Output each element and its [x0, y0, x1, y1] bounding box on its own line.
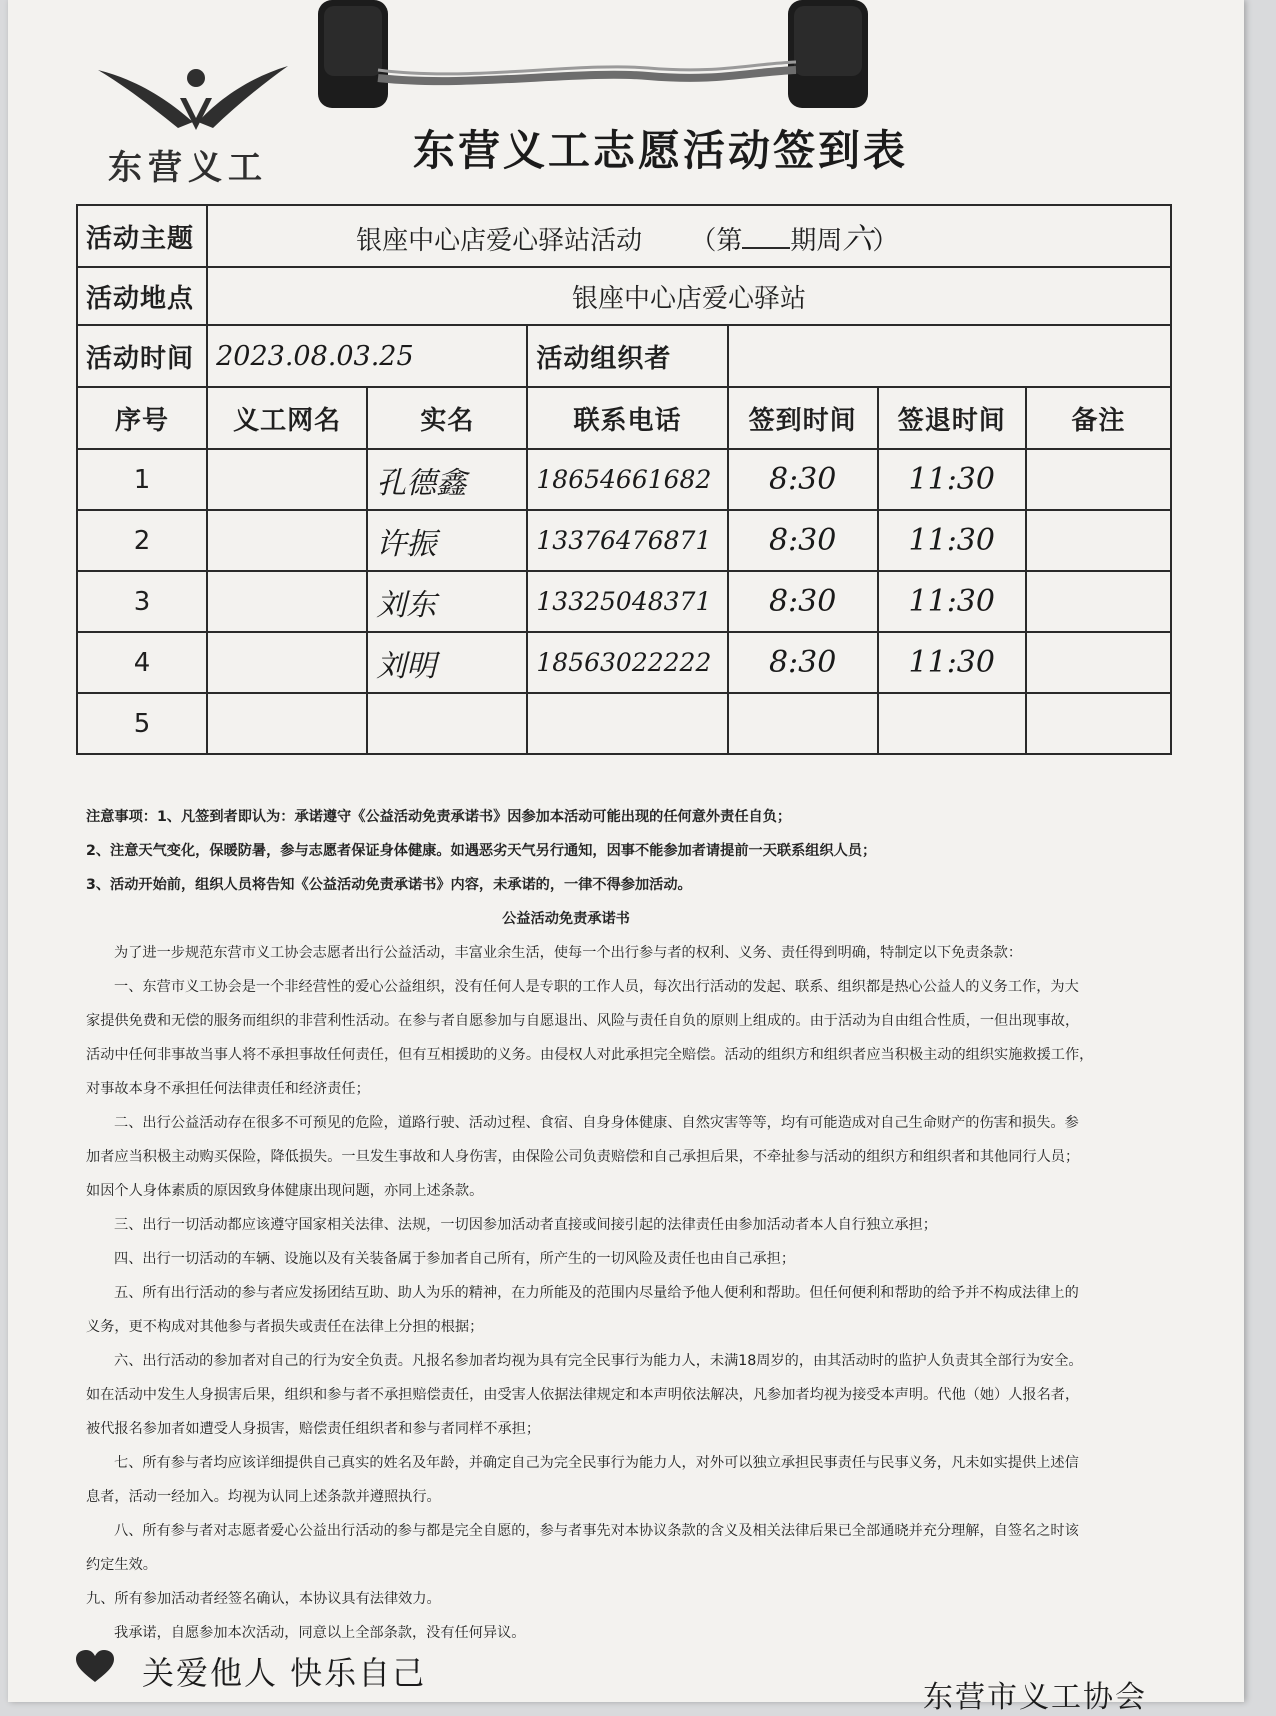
row-no: 3 — [77, 571, 207, 632]
row-no: 4 — [77, 632, 207, 693]
time-row — [77, 325, 1171, 387]
row-remark — [1026, 693, 1171, 754]
disclaimer-line: 我承诺，自愿参加本次活动，同意以上全部条款，没有任何异议。 — [114, 1625, 526, 1641]
footer-org: 东营市义工协会 — [923, 1680, 1147, 1715]
table-row — [77, 510, 1171, 571]
period-prefix: （第 — [690, 226, 743, 256]
row-nickname — [207, 449, 367, 510]
location-row — [77, 267, 1171, 325]
row-remark — [1026, 449, 1171, 510]
table-row — [77, 632, 1171, 693]
row-signin: 8:30 — [728, 632, 878, 693]
disclaimer-line: 四、出行一切活动的车辆、设施以及有关装备属于参加者自己所有，所产生的一切风险及责任也由自己承担； — [114, 1251, 796, 1267]
row-signin: 8:30 — [728, 510, 878, 571]
row-realname — [367, 693, 527, 754]
page-title: 东营义工志愿活动签到表 — [413, 126, 909, 175]
col-header-nickname: 义工网名 — [207, 387, 367, 449]
clipboard-clip-icon — [318, 0, 878, 118]
row-no: 1 — [77, 449, 207, 510]
location-label: 活动地点 — [77, 267, 207, 325]
row-phone: 18563022222 — [527, 632, 727, 693]
logo-text: 东营义工 — [108, 148, 268, 188]
disclaimer-line: 六、出行活动的参加者对自己的行为安全负责。凡报名参加者均视为具有完全民事行为能力人，未满18周岁的，由其活动时的监护人负责其全部行为安全。 — [114, 1353, 1083, 1369]
table-row — [77, 693, 1171, 754]
col-header-phone: 联系电话 — [527, 387, 727, 449]
disclaimer-line: 约定生效。 — [86, 1557, 157, 1573]
row-phone — [527, 693, 727, 754]
row-nickname — [207, 571, 367, 632]
disclaimer-line: 八、所有参与者对志愿者爱心公益出行活动的参与都是完全自愿的，参与者事先对本协议条款的含义及相关法律后果已全部通晓并充分理解，自签名之时该 — [114, 1523, 1079, 1539]
row-remark — [1026, 510, 1171, 571]
heart-icon — [76, 1650, 114, 1684]
disclaimer-line: 义务，更不构成对其他参与者损失或责任在法律上分担的根据； — [86, 1319, 484, 1335]
row-signout — [878, 693, 1026, 754]
row-remark — [1026, 632, 1171, 693]
row-realname: 刘明 — [367, 632, 527, 693]
organizer-label: 活动组织者 — [527, 325, 727, 387]
disclaimer-line: 二、出行公益活动存在很多不可预见的危险，道路行驶、活动过程、食宿、自身身体健康、自然灾害等等，均有可能造成对自己生命财产的伤害和损失。参 — [114, 1115, 1079, 1131]
row-nickname — [207, 693, 367, 754]
disclaimer-line: 五、所有出行活动的参与者应发扬团结互助、助人为乐的精神，在力所能及的范围内尽量给予他人便利和帮助。但任何便利和帮助的给予并不构成法律上的 — [114, 1285, 1079, 1301]
row-no: 5 — [77, 693, 207, 754]
disclaimer-line: 九、所有参加活动者经签名确认，本协议具有法律效力。 — [86, 1591, 441, 1607]
col-header-signin: 签到时间 — [728, 387, 878, 449]
row-realname: 许振 — [367, 510, 527, 571]
signin-table — [76, 204, 1172, 755]
note-line: 2、注意天气变化，保暖防暑，参与志愿者保证身体健康。如遇恶劣天气另行通知，因事不能参加者请提前一天联系组织人员； — [86, 843, 877, 859]
row-signin — [728, 693, 878, 754]
row-signout: 11:30 — [878, 449, 1026, 510]
column-header-row — [77, 387, 1171, 449]
period-suffix: ） — [872, 226, 899, 256]
row-signin: 8:30 — [728, 571, 878, 632]
theme-row — [77, 205, 1171, 267]
time-value: 2023.08.03.25 — [207, 325, 527, 387]
row-nickname — [207, 632, 367, 693]
row-signout: 11:30 — [878, 571, 1026, 632]
disclaimer-line: 对事故本身不承担任何法律责任和经济责任； — [86, 1081, 370, 1097]
note-line: 注意事项：1、凡签到者即认为：承诺遵守《公益活动免责承诺书》因参加本活动可能出现的任何意外责任自负； — [86, 809, 792, 825]
row-signout: 11:30 — [878, 632, 1026, 693]
note-line: 3、活动开始前，组织人员将告知《公益活动免责承诺书》内容，未承诺的，一律不得参加活动。 — [86, 877, 692, 893]
period-blank — [742, 225, 790, 249]
disclaimer-line: 家提供免费和无偿的服务而组织的非营利性活动。在参与者自愿参加与自愿退出、风险与责任自负的原则上组成的。由于活动为自由组合性质，一但出现事故， — [86, 1013, 1080, 1029]
row-signin: 8:30 — [728, 449, 878, 510]
notes-section — [86, 800, 1196, 1650]
table-row — [77, 571, 1171, 632]
col-header-signout: 签退时间 — [878, 387, 1026, 449]
row-no: 2 — [77, 510, 207, 571]
table-row — [77, 449, 1171, 510]
disclaimer-line: 七、所有参与者均应该详细提供自己真实的姓名及年龄，并确定自己为完全民事行为能力人，对外可以独立承担民事责任与民事义务，凡未如实提供上述信 — [114, 1455, 1079, 1471]
theme-cell — [207, 205, 1171, 267]
row-realname: 孔德鑫 — [367, 449, 527, 510]
disclaimer-line: 息者，活动一经加入。均视为认同上述条款并遵照执行。 — [86, 1489, 441, 1505]
disclaimer-line: 如在活动中发生人身损害后果，组织和参与者不承担赔偿责任，由受害人依据法律规定和本声明依法解决，凡参加者均视为接受本声明。代他（她）人报名者， — [86, 1387, 1080, 1403]
row-signout: 11:30 — [878, 510, 1026, 571]
time-label: 活动时间 — [77, 325, 207, 387]
row-phone: 18654661682 — [527, 449, 727, 510]
disclaimer-line: 为了进一步规范东营市义工协会志愿者出行公益活动，丰富业余生活，使每一个出行参与者的权利、义务、责任得到明确，特制定以下免责条款： — [114, 945, 1023, 961]
row-remark — [1026, 571, 1171, 632]
disclaimer-title: 公益活动免责承诺书 — [502, 911, 630, 927]
period-day: 六 — [842, 222, 873, 257]
footer-slogan: 关爱他人 快乐自己 — [142, 1654, 427, 1692]
disclaimer-line: 加者应当积极主动购买保险，降低损失。一旦发生事故和人身伤害，由保险公司负责赔偿和自己承担后果，不牵扯参与活动的组织方和组织者和其他同行人员； — [86, 1149, 1080, 1165]
row-nickname — [207, 510, 367, 571]
organizer-value — [728, 325, 1171, 387]
disclaimer-line: 活动中任何非事故当事人将不承担事故任何责任，但有互相援助的义务。由侵权人对此承担完全赔偿。活动的组织方和组织者应当积极主动的组织实施救援工作， — [86, 1047, 1094, 1063]
disclaimer-line: 三、出行一切活动都应该遵守国家相关法律、法规，一切因参加活动者直接或间接引起的法律责任由参加活动者本人自行独立承担； — [114, 1217, 937, 1233]
row-phone: 13376476871 — [527, 510, 727, 571]
col-header-realname: 实名 — [367, 387, 527, 449]
paper-sheet — [8, 0, 1244, 1715]
row-phone: 13325048371 — [527, 571, 727, 632]
disclaimer-line: 一、东营市义工协会是一个非经营性的爱心公益组织，没有任何人是专职的工作人员，每次出行活动的发起、联系、组织都是热心公益人的义务工作，为大 — [114, 979, 1079, 995]
disclaimer-line: 被代报名参加者如遭受人身损害，赔偿责任组织者和参与者同样不承担； — [86, 1421, 541, 1437]
period-mid: 期周 — [790, 226, 843, 256]
row-realname: 刘东 — [367, 571, 527, 632]
theme-label: 活动主题 — [77, 205, 207, 267]
disclaimer-line: 如因个人身体素质的原因致身体健康出现问题，亦同上述条款。 — [86, 1183, 484, 1199]
location-value: 银座中心店爱心驿站 — [207, 267, 1171, 325]
col-header-no: 序号 — [77, 387, 207, 449]
col-header-remark: 备注 — [1026, 387, 1171, 449]
theme-value: 银座中心店爱心驿站活动 — [356, 226, 643, 256]
